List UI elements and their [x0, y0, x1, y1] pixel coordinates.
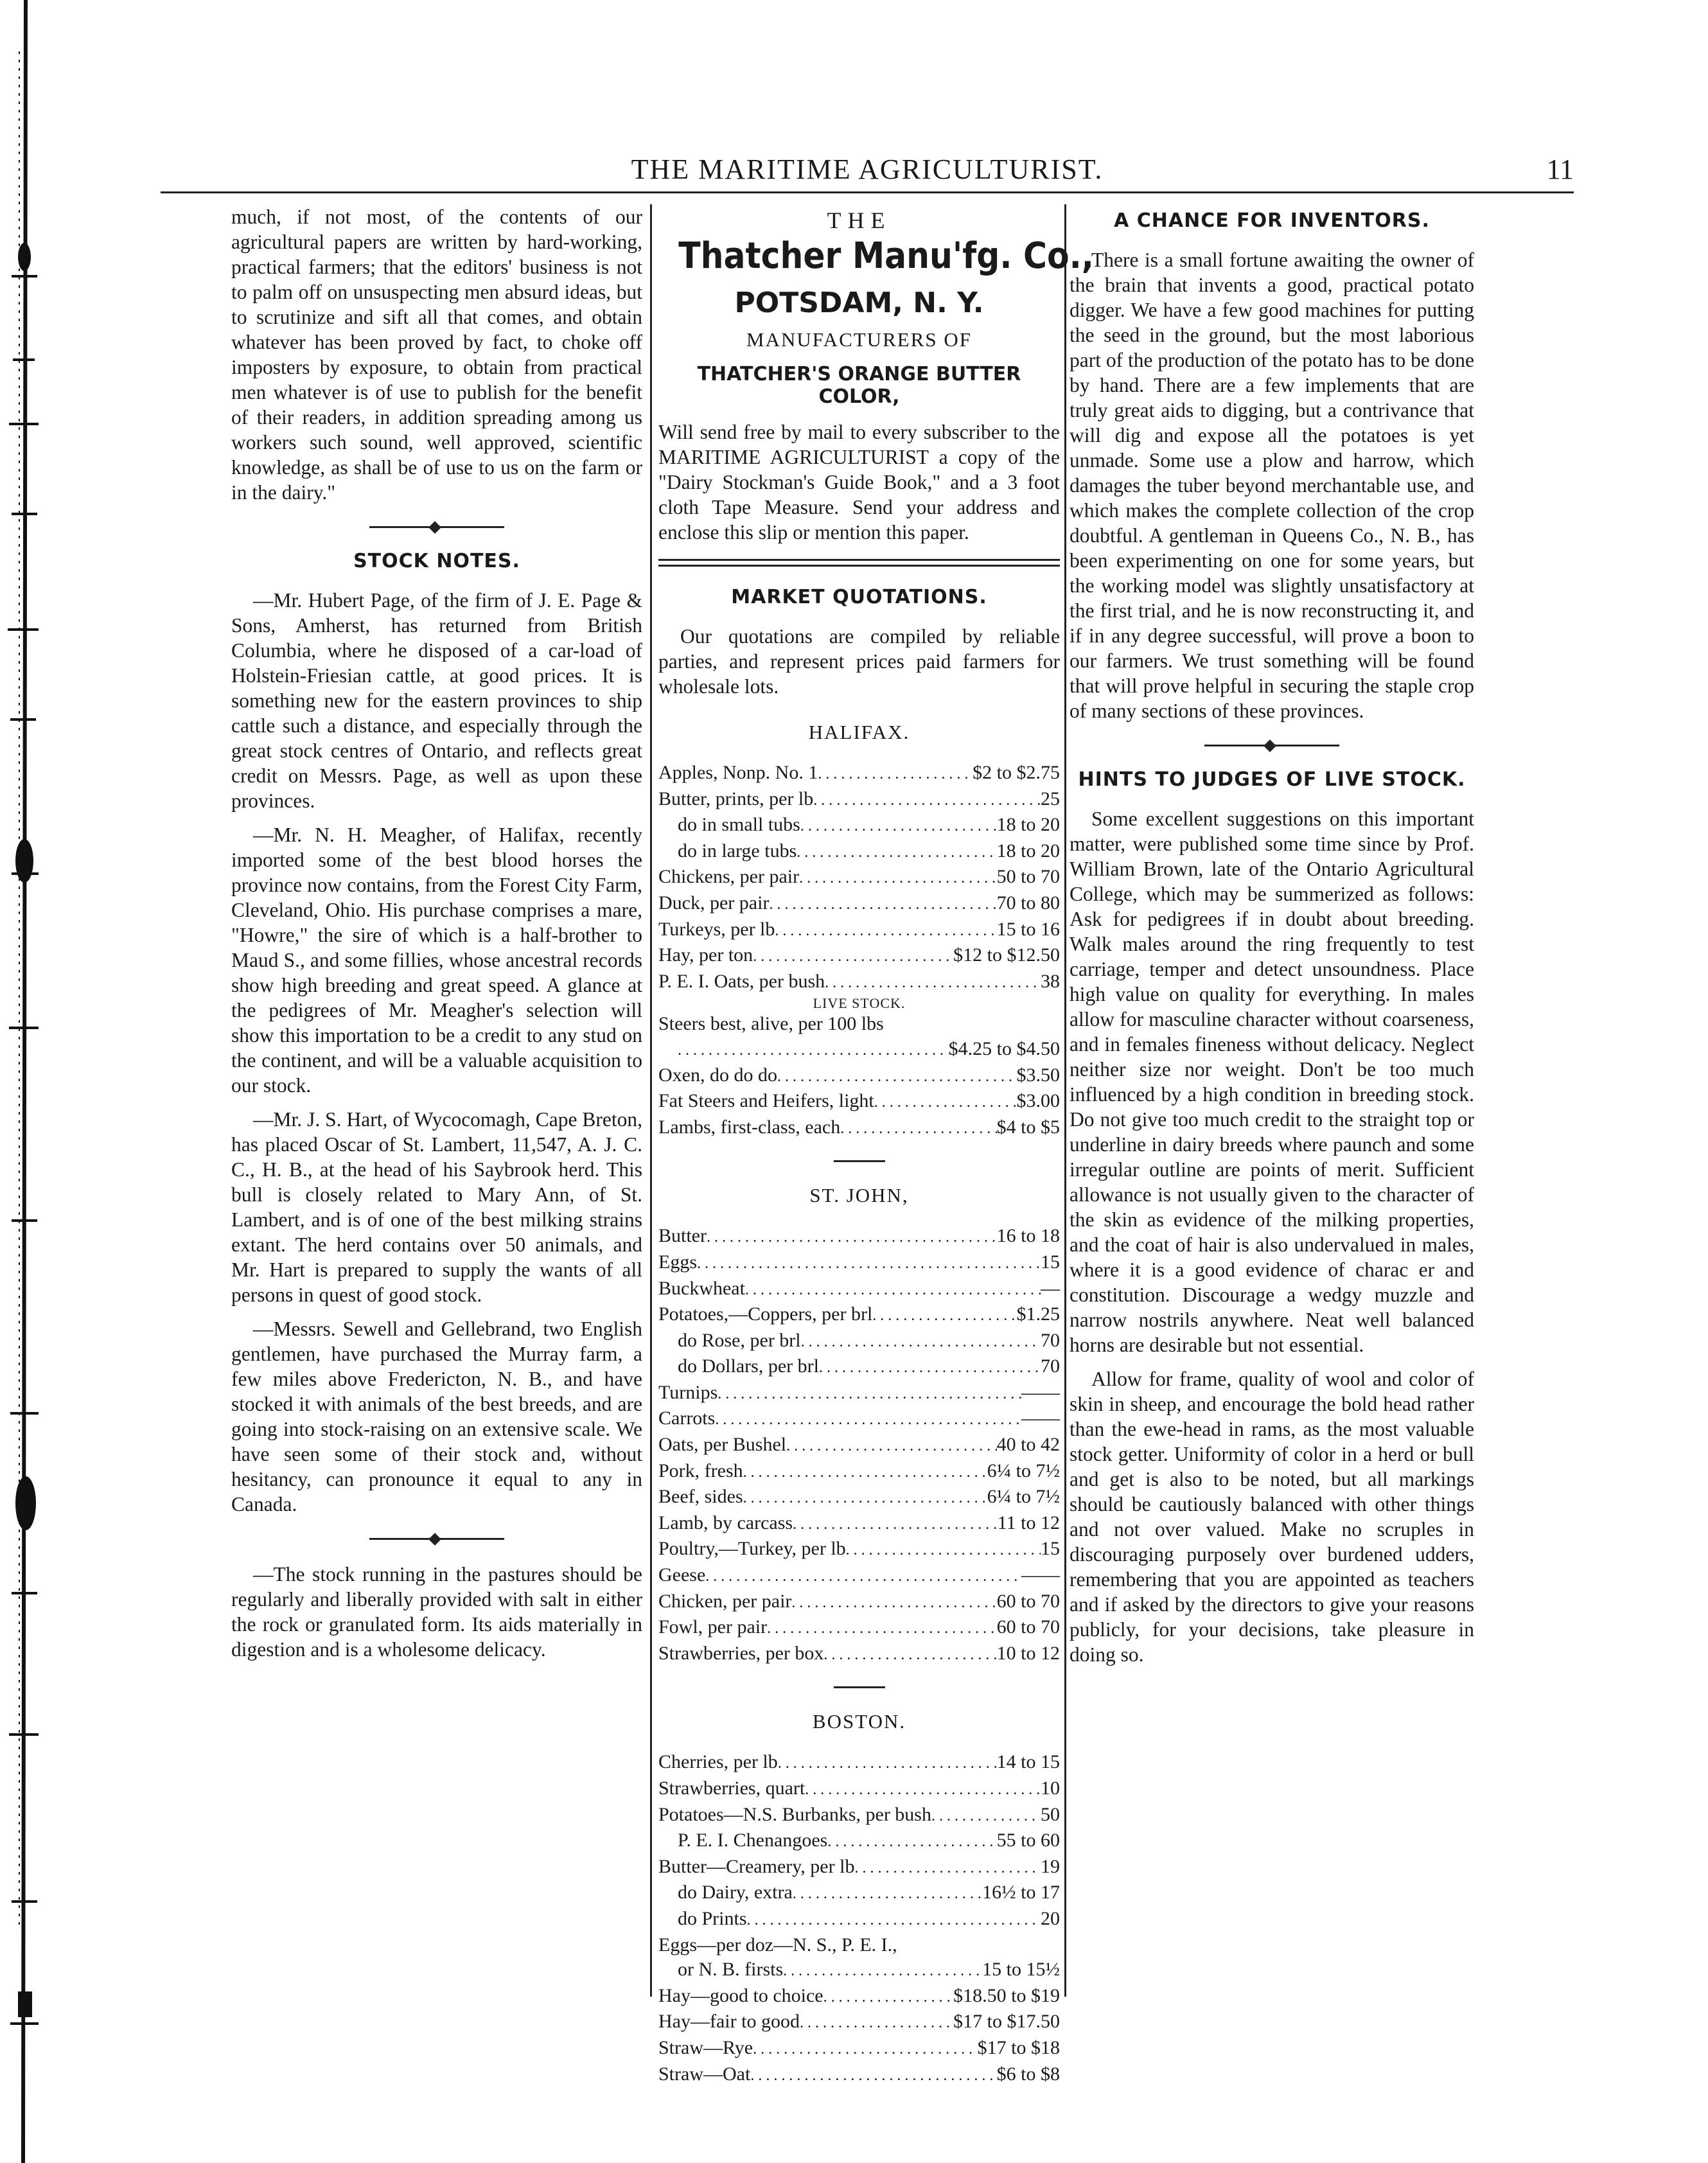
column-right — [1070, 204, 1474, 1676]
article-continuation: much, if not most, of the contents of our agricultural papers are written by hard-working, practical farmers; that the editors' business is not to palm off on unsuspecting men absurd ideas, but to scrutinize and sift all that comes, and obtain whatever has been proved by fact, to choke off imposters by exposure, to obtain from practical men whatever is of use to publish for the benefit of their readers, in addition spreading among us workers such sound, well approved, scientific knowledge, as shall be of use to us on the farm or in the dairy." — [231, 206, 642, 504]
live-stock-label: LIVE STOCK. — [813, 995, 906, 1012]
quotation-row: Duck, per pair . . . 70 to 80 — [658, 891, 1060, 917]
boston-list — [658, 1750, 1060, 2088]
quotation-row: Fowl, per pair . . . 60 to 70 — [658, 1615, 1060, 1641]
column-rule — [650, 204, 652, 1997]
quotation-row: Poultry,—Turkey, per lb . . . 15 — [658, 1537, 1060, 1563]
city-heading-boston: BOSTON. — [812, 1710, 906, 1733]
quotation-row: Cherries, per lb . . . 14 to 15 — [658, 1750, 1060, 1776]
ad-the: THE — [827, 207, 892, 233]
short-rule — [834, 1160, 885, 1162]
section-divider — [1204, 741, 1339, 749]
quotation-row: Potatoes,—Coppers, per brl . . . $1.25 — [658, 1302, 1060, 1329]
quotation-row: do Prints . . . 20 — [658, 1907, 1060, 1933]
quotation-row: Chickens, per pair . . . 50 to 70 — [658, 865, 1060, 891]
ad-body: Will send free by mail to every subscriber to the MARITIME AGRICULTURIST a copy of the "Dairy Stockman's Guide Book," and a 3 foot cloth Tape Measure. Send your address and enclose this slip or mention this paper. — [658, 421, 1060, 543]
quotation-row: do Dairy, extra . . . 16½ to 17 — [658, 1880, 1060, 1907]
quotation-row: or N. B. firsts . . . 15 to 15½ — [658, 1957, 1060, 1984]
stock-note: —Mr. J. S. Hart, of Wycocomagh, Cape Breton, has placed Oscar of St. Lambert, 11,547, A. J. C. C., H. B., at the head of his Saybrook herd. This bull is closely related to Mary Ann, of St. Lambert, and is of one of the best milking strains extant. The herd contains over 50 animals, and Mr. Hart is prepared to supply the wants of all persons in quest of good stock. — [231, 1108, 642, 1306]
quotation-row: Fat Steers and Heifers, light . . . $3.00 — [658, 1089, 1060, 1115]
quotation-row: do Rose, per brl . . . 70 — [658, 1329, 1060, 1355]
inventors-text: There is a small fortune awaiting the owner of the brain that invents a good, practical potato digger. We have a few good machines for putting the seed in the ground, but the most laborious part of the production of the potato has to be done by hand. There are a few implements that are truly great aids to digging, but a contrivance that will dig and expose all the potatoes is yet unmade. Some use a plow and harrow, which damages the tuber beyond merchantable use, and which makes the complete collection of the crop doubtful. A gentleman in Queens Co., N. B., has been experimenting on one for some years, but the working model was slightly unsatisfactory at the first trial, and he is now reconstructing it, and if in any degree successful, will prove a boon to our farmers. We trust something will be found that will prove helpful in securing the staple crop of many sections of these provinces. — [1070, 249, 1474, 722]
double-rule — [658, 559, 1060, 567]
quotation-row: Butter, prints, per lb . . . 25 — [658, 787, 1060, 813]
quotation-row: P. E. I. Oats, per bush . . . 38 — [658, 969, 1060, 996]
quotation-row: Carrots . . . —— — [658, 1406, 1060, 1433]
quotation-row: Hay, per ton . . . $12 to $12.50 — [658, 943, 1060, 969]
quotation-row: Steers best, alive, per 100 lbs — [658, 1013, 884, 1035]
st-john-list — [658, 1224, 1060, 1667]
section-divider — [369, 1535, 504, 1542]
quotation-row: do Dollars, per brl . . . 70 — [658, 1354, 1060, 1381]
quotation-row: Hay—good to choice . . . $18.50 to $19 — [658, 1984, 1060, 2010]
market-quotations-heading: MARKET QUOTATIONS. — [731, 586, 987, 608]
quotation-row: Turkeys, per lb . . . 15 to 16 — [658, 917, 1060, 944]
quotation-row: Strawberries, per box . . . 10 to 12 — [658, 1641, 1060, 1668]
halifax-list — [658, 761, 1060, 1141]
stock-note: —Messrs. Sewell and Gellebrand, two English gentlemen, have purchased the Murray farm, a few miles above Fredericton, N. B., and have stocked it with animals of the best breeds, and are going into stock-raising on an extensive scale. We have seen some of their stock and, without hesitancy, can pronounce it equal to any in Canada. — [231, 1318, 642, 1515]
quotation-row: Eggs . . . 15 — [658, 1250, 1060, 1276]
quotation-row: Lamb, by carcass . . . 11 to 12 — [658, 1511, 1060, 1537]
quotation-row: Apples, Nonp. No. 1 . . . $2 to $2.75 — [658, 761, 1060, 787]
quotation-row: P. E. I. Chenangoes . . . 55 to 60 — [658, 1828, 1060, 1855]
market-intro: Our quotations are compiled by reliable parties, and represent prices paid farmers for wholesale lots. — [658, 625, 1060, 698]
inventors-heading: A CHANCE FOR INVENTORS. — [1114, 209, 1430, 232]
ad-manufacturers: MANUFACTURERS OF — [746, 328, 972, 351]
ad-product: THATCHER'S ORANGE BUTTER COLOR, — [697, 363, 1021, 408]
quotation-row: Potatoes—N.S. Burbanks, per bush . . . 50 — [658, 1803, 1060, 1829]
stock-note: —The stock running in the pastures should be regularly and liberally provided with salt in either the rock or granulated form. Its aids materially in digestion and is a wholesome delicacy. — [231, 1563, 642, 1661]
quotation-row: . . . $4.25 to $4.50 — [658, 1037, 1060, 1063]
quotation-row: Buckwheat . . . — — [658, 1276, 1060, 1303]
quotation-row: Pork, fresh . . . 6¼ to 7½ — [658, 1459, 1060, 1485]
quotation-row: Chicken, per pair . . . 60 to 70 — [658, 1589, 1060, 1616]
quotation-row: Hay—fair to good . . . $17 to $17.50 — [658, 2009, 1060, 2036]
quotation-row: Geese . . . —— — [658, 1563, 1060, 1589]
hints-paragraph: Allow for frame, quality of wool and color of skin in sheep, and encourage the bold head rather than the ewe-head in rams, as the most valuable stock getter. Uniformity of color in a herd or bull and get is also to be noted, but all markings should be cautiously balanced with other things and not over valued. Make no scruples in discouraging purposely over burdened udders, remembering that you are appointed as teachers and if asked by the directors to give your reasons publicly, for your decisions, take pleasure in doing so. — [1070, 1368, 1474, 1666]
section-divider — [369, 523, 504, 531]
column-middle — [658, 204, 1094, 2088]
city-heading-halifax: HALIFAX. — [808, 721, 910, 743]
quotation-row: Lambs, first-class, each . . . $4 to $5 — [658, 1115, 1060, 1142]
hints-heading: HINTS TO JUDGES OF LIVE STOCK. — [1078, 768, 1466, 791]
quotation-row: do in large tubs . . . 18 to 20 — [658, 839, 1060, 865]
running-title: THE MARITIME AGRICULTURIST. — [631, 154, 1104, 185]
stock-notes-heading: STOCK NOTES. — [353, 550, 520, 572]
quotation-row: Oats, per Bushel . . . 40 to 42 — [658, 1433, 1060, 1459]
stock-note: —Mr. N. H. Meagher, of Halifax, recently imported some of the best blood horses the province now contains, from the Forest City Farm, Cleveland, Ohio. His purchase comprises a mare, "Howre," the sire of which is a half-brother to Maud S., and some fillies, whose ancestral records show high breeding and great speed. A glance at the pedigrees of Mr. Meagher's selection will show this importation to be a credit to any stud on the continent, and will be a valuable acquisition to our stock. — [231, 824, 642, 1097]
quotation-row: Butter . . . 16 to 18 — [658, 1224, 1060, 1250]
quotation-row: Beef, sides . . . 6¼ to 7½ — [658, 1485, 1060, 1511]
ad-place: POTSDAM, N. Y. — [734, 287, 984, 319]
quotation-row: Butter—Creamery, per lb . . . 19 — [658, 1855, 1060, 1881]
quotation-row: Strawberries, quart . . . 10 — [658, 1776, 1060, 1803]
page-binding-edge — [0, 0, 84, 2163]
ad-company-name: Thatcher Manu'fg. Co., — [678, 235, 1094, 277]
short-rule — [834, 1686, 885, 1688]
hints-paragraph: Some excellent suggestions on this important matter, were published some time since by Prof. William Brown, late of the Ontario Agricultural College, which may be summerized as follows: Ask for pedigrees if in doubt about breeding. Walk males around the ring frequently to test carriage, temper and detect unsoundness. Place high value on quality for everything. In males allow for masculine character without coarseness, and in females fineness without delicacy. Neglect neither size nor weight. Don't be too much influenced by a high condition in breeding stock. Do not give too much credit to the straight top or underline in dairy breeds where paunch and some irregular outline are points of merit. Sufficient allowance is not usually given to the character of the skin as evidence of the milking properties, and the coat of hair is also undervalued in males, where it is a good evidence of charac er and constitution. Discourage a wedgy muzzle and narrow nostrils anywhere. Neat well balanced horns are desirable but not essential. — [1070, 808, 1474, 1356]
stock-note: —Mr. Hubert Page, of the firm of J. E. Page & Sons, Amherst, has returned from British Columbia, where he disposed of a car-load of Holstein-Friesian cattle, at good prices. It is something new for the eastern provinces to ship cattle such a distance, and especially through the great stock centres of Ontario, and reflects great credit on Messrs. Page, as well as upon these provinces. — [231, 589, 642, 812]
quotation-row: Turnips . . . —— — [658, 1381, 1060, 1407]
column-left — [231, 204, 642, 1671]
quotation-row: do in small tubs . . . 18 to 20 — [658, 813, 1060, 839]
city-heading-st-john: ST. JOHN, — [809, 1184, 909, 1207]
quotation-row: Straw—Rye . . . $17 to $18 — [658, 2036, 1060, 2062]
page-header — [161, 146, 1574, 193]
quotation-row: Eggs—per doz—N. S., P. E. I., — [658, 1934, 897, 1956]
quotation-row: Straw—Oat . . . $6 to $8 — [658, 2062, 1060, 2088]
column-rule — [1064, 204, 1066, 1997]
quotation-row: Oxen, do do do . . . $3.50 — [658, 1063, 1060, 1090]
page-number: 11 — [1546, 154, 1574, 185]
